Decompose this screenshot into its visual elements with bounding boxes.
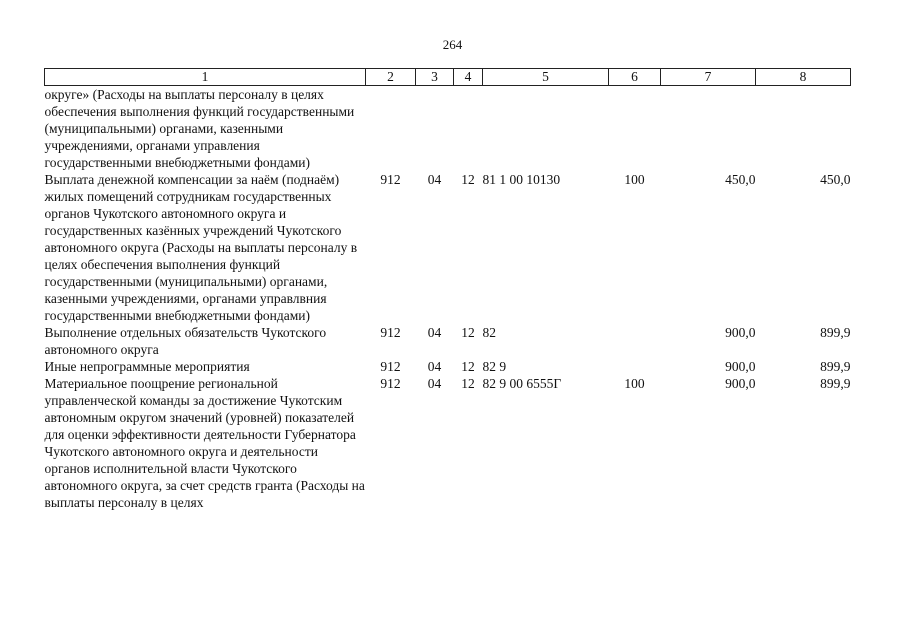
- cell-planned: 450,0: [725, 172, 756, 187]
- cell-admin-code: 912: [380, 172, 401, 187]
- column-header: 2: [366, 69, 416, 86]
- page-number: 264: [442, 37, 463, 52]
- cell-admin-code: 912: [380, 325, 401, 340]
- table-row: [45, 171, 851, 324]
- column-header: 7: [661, 69, 756, 86]
- cell-section: 04: [427, 359, 442, 374]
- cell-expense-type: 100: [624, 172, 645, 187]
- table-row: [45, 358, 851, 375]
- column-header: 3: [416, 69, 454, 86]
- budget-table: [44, 68, 851, 511]
- cell-expense-type: 100: [624, 376, 645, 391]
- row-name: Материальное поощрение региональной управленческой команды за достижение Чукотским автономным округом значений (уровней) показателей для оценки эффективности деятельности Губернатора Чукотского автономного округа и деятельности органов исполнительной власти Чукотского автономного округа, за счет средств гранта (Расходы на выплаты персоналу в целях: [44, 376, 365, 510]
- column-header: 6: [609, 69, 661, 86]
- cell-target-article: 82 9: [482, 359, 507, 374]
- cell-admin-code: 912: [380, 376, 401, 391]
- cell-target-article: 82: [482, 325, 496, 340]
- column-header: 4: [454, 69, 483, 86]
- cell-subsection: 12: [461, 325, 475, 340]
- cell-expense-type: [609, 358, 661, 375]
- cell-target-article: [483, 86, 609, 172]
- table-row: [45, 375, 851, 511]
- cell-target-article: 82 9 00 6555Г: [482, 376, 562, 391]
- cell-executed: 899,9: [820, 359, 851, 374]
- cell-subsection: 12: [461, 376, 475, 391]
- table-row: [45, 86, 851, 172]
- cell-subsection: [454, 86, 483, 172]
- cell-executed: 450,0: [820, 172, 851, 187]
- row-name: Выполнение отдельных обязательств Чукотского автономного округа: [44, 325, 327, 357]
- cell-admin-code: [366, 86, 416, 172]
- cell-target-article: 81 1 00 10130: [482, 172, 561, 187]
- cell-planned: 900,0: [725, 376, 756, 391]
- cell-subsection: 12: [461, 172, 475, 187]
- column-header: 8: [756, 69, 851, 86]
- cell-expense-type: [609, 324, 661, 358]
- cell-executed: [756, 86, 851, 172]
- cell-executed: 899,9: [820, 376, 851, 391]
- cell-admin-code: 912: [380, 359, 401, 374]
- cell-planned: 900,0: [725, 359, 756, 374]
- cell-expense-type: [609, 86, 661, 172]
- row-name: округе» (Расходы на выплаты персоналу в целях обеспечения выполнения функций государственными (муниципальными) органами, казенными учреждениями, органами управления государственными внебюджетными фондами): [44, 87, 355, 170]
- table-row: [45, 324, 851, 358]
- header-row: [45, 69, 851, 86]
- cell-section: 04: [427, 376, 442, 391]
- row-name: Иные непрограммные мероприятия: [44, 359, 250, 374]
- cell-executed: 899,9: [820, 325, 851, 340]
- column-header: 1: [45, 69, 366, 86]
- row-name: Выплата денежной компенсации за наём (поднаём) жилых помещений сотрудникам государственных органов Чукотского автономного округа и государственных казённых учреждений Чукотского автономного округа (Расходы на выплаты персоналу в целях обеспечения выполнения функций государственными (муниципальными) органами, казенными учреждениями, органами управлвния государственными внебюджетными фондами): [44, 172, 358, 323]
- cell-planned: [661, 86, 756, 172]
- column-header: 5: [483, 69, 609, 86]
- cell-planned: 900,0: [725, 325, 756, 340]
- cell-section: [416, 86, 454, 172]
- cell-section: 04: [427, 172, 442, 187]
- cell-subsection: 12: [461, 359, 475, 374]
- cell-section: 04: [427, 325, 442, 340]
